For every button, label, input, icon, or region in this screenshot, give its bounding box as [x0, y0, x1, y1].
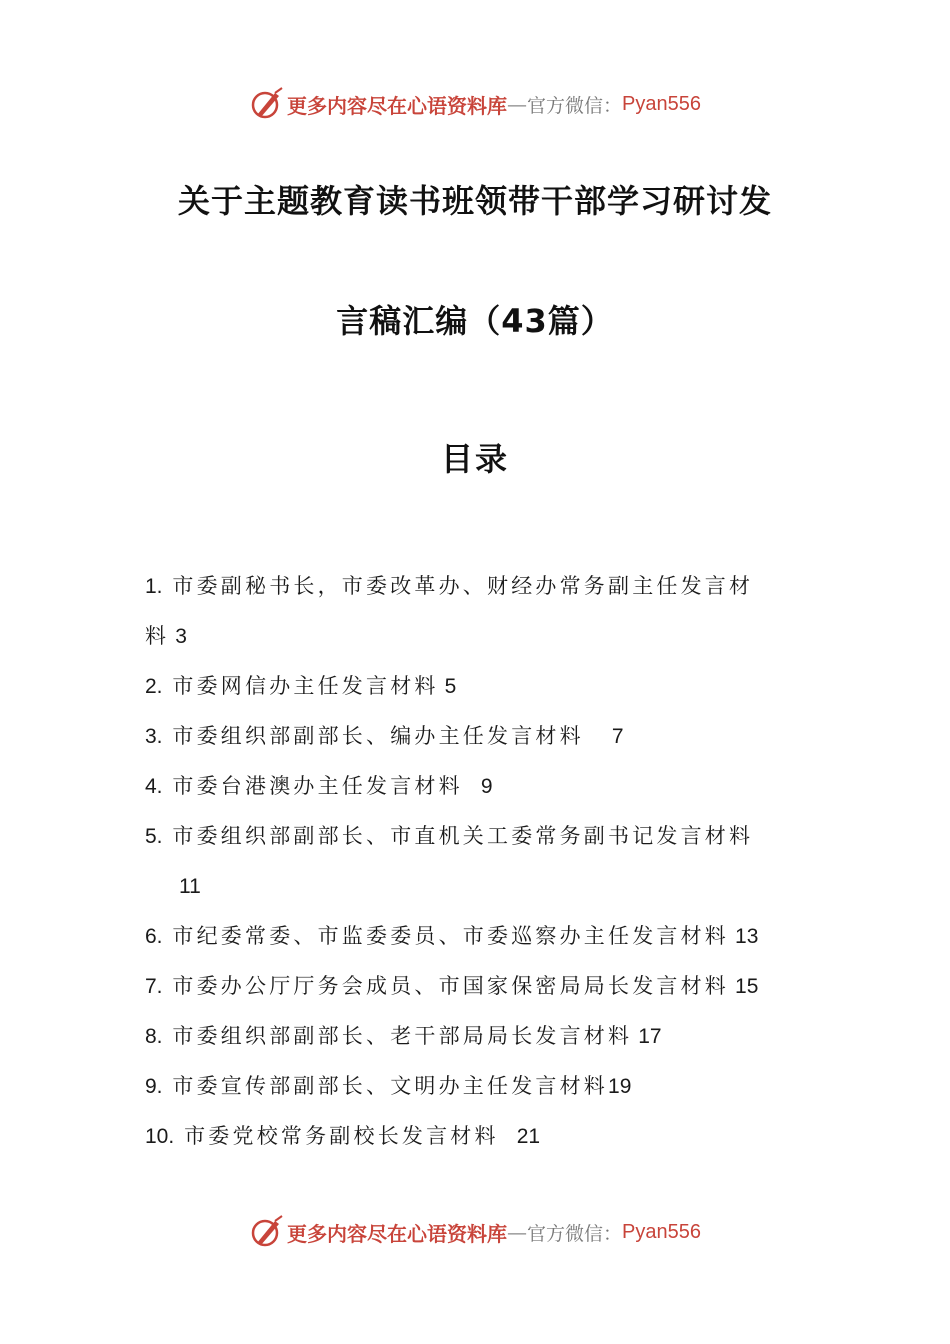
toc-entry-number: 6.	[145, 925, 163, 948]
quill-pen-circle-icon	[249, 1215, 283, 1249]
toc-entry-continuation[interactable]	[145, 616, 815, 666]
toc-entry-title: 市委组织部副部长、市直机关工委常务副书记发言材料	[172, 824, 754, 848]
footer-watermark	[0, 1212, 950, 1252]
toc-entry-number: 2.	[145, 675, 163, 698]
watermark-main-text: 更多内容尽在心语资料库	[287, 93, 507, 118]
toc-entry-number: 3.	[145, 725, 163, 748]
toc-entry[interactable]	[145, 966, 815, 1016]
toc-entry[interactable]	[145, 916, 815, 966]
toc-entry-page: 19	[608, 1075, 632, 1098]
toc-entry-number: 4.	[145, 775, 163, 798]
toc-heading: 目录	[440, 440, 509, 478]
watermark-main-text: 更多内容尽在心语资料库	[287, 1221, 507, 1246]
toc-entry[interactable]	[145, 716, 815, 766]
toc-entry-page: 13	[735, 925, 759, 948]
toc-entry-title: 市委网信办主任发言材料	[172, 674, 439, 698]
toc-entry-title: 市委组织部副部长、编办主任发言材料	[172, 724, 584, 748]
table-of-contents	[145, 566, 815, 1166]
toc-entry[interactable]	[145, 1016, 815, 1066]
toc-entry[interactable]	[145, 1116, 815, 1166]
toc-entry-title: 市委办公厅厅务会成员、市国家保密局局长发言材料	[172, 974, 730, 998]
toc-entry-title: 市委党校常务副校长发言材料	[184, 1124, 499, 1148]
toc-entry[interactable]	[145, 816, 815, 866]
document-title-line-1: 关于主题教育读书班领带干部学习研讨发	[177, 182, 772, 220]
toc-entry-page: 11	[179, 875, 201, 898]
toc-entry-page: 7	[611, 725, 624, 748]
toc-entry-page: 21	[516, 1125, 541, 1148]
toc-entry-title: 市委组织部副部长、老干部局局长发言材料	[172, 1024, 633, 1048]
toc-entry-number: 9.	[145, 1075, 163, 1098]
toc-entry-page: 9	[480, 775, 493, 798]
watermark-separator: —	[507, 92, 527, 116]
toc-entry-title: 市纪委常委、市监委委员、市委巡察办主任发言材料	[172, 924, 730, 948]
toc-entry-title: 市委副秘书长，市委改革办、财经办常务副主任发言材	[172, 574, 754, 598]
watermark-separator: —	[507, 1220, 527, 1244]
toc-entry[interactable]	[145, 566, 815, 616]
watermark-sub-text: 官方微信：	[527, 94, 623, 117]
toc-entry-page: 5	[444, 675, 457, 698]
toc-entry-title: 市委宣传部副部长、文明办主任发言材料	[172, 1074, 609, 1098]
toc-entry-title: 市委台港澳办主任发言材料	[172, 774, 463, 798]
toc-entry-title-continued: 料	[145, 624, 170, 648]
header-watermark	[0, 84, 950, 124]
toc-entry-number: 5.	[145, 825, 163, 848]
quill-pen-circle-icon	[249, 87, 283, 121]
document-title-line-2: 言稿汇编（43篇）	[336, 302, 614, 340]
toc-entry-number: 8.	[145, 1025, 163, 1048]
toc-entry-number: 1.	[145, 575, 163, 598]
toc-entry-continuation[interactable]	[145, 866, 815, 916]
toc-entry[interactable]	[145, 666, 815, 716]
watermark-sub-text: 官方微信：	[527, 1222, 623, 1245]
toc-entry-page: 17	[638, 1025, 662, 1048]
toc-entry-page: 3	[175, 625, 187, 648]
toc-entry[interactable]	[145, 766, 815, 816]
toc-entry-page: 15	[735, 975, 759, 998]
toc-entry-number: 10.	[145, 1125, 175, 1148]
watermark-wechat-id: Pyan556	[622, 1220, 701, 1243]
toc-entry[interactable]	[145, 1066, 815, 1116]
toc-entry-number: 7.	[145, 975, 163, 998]
watermark-wechat-id: Pyan556	[622, 92, 701, 115]
